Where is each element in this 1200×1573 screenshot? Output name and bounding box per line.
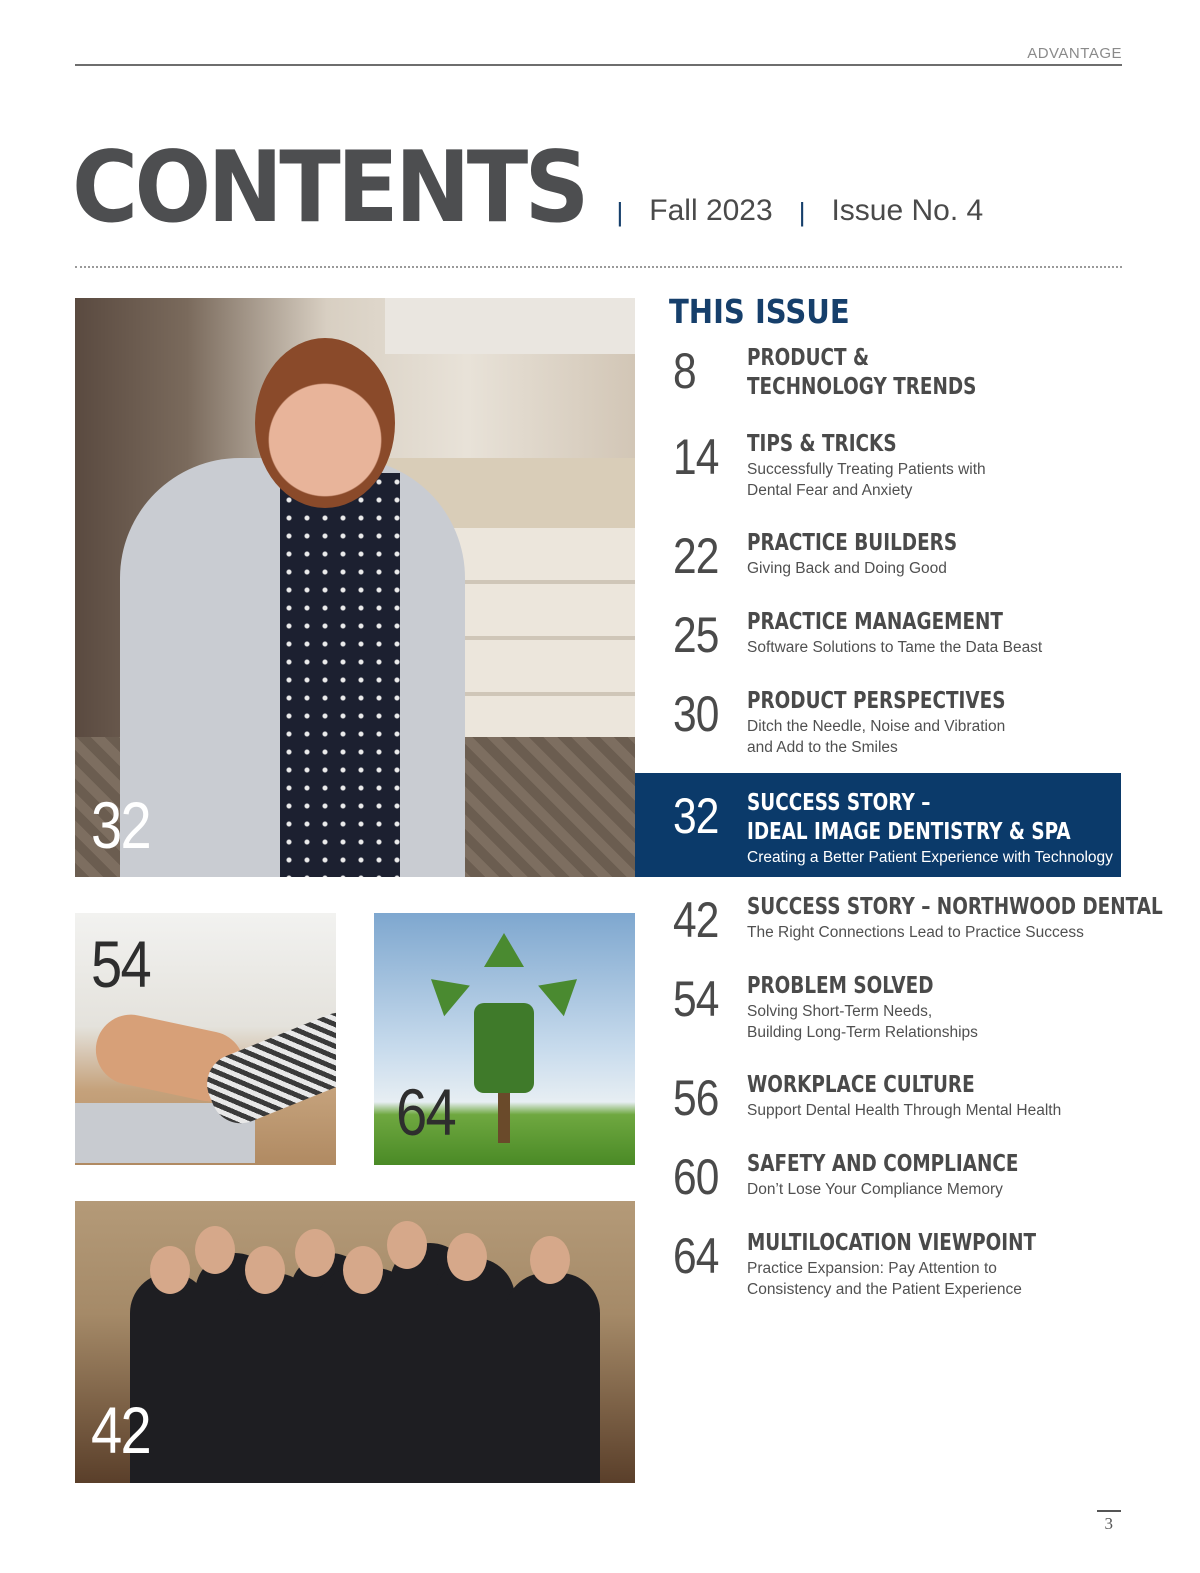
toc-subtitle [747, 460, 1121, 501]
face [447, 1233, 487, 1281]
issue-number: Issue No. 4 [831, 194, 984, 227]
toc-text [747, 789, 1121, 869]
toc-title [747, 687, 1046, 716]
toc-title-line: SUCCESS STORY – NORTHWOOD DENTAL [747, 894, 1163, 920]
toc-page-number: 56 [673, 1070, 719, 1126]
magazine-label: ADVANTAGE [1027, 45, 1122, 62]
toc-subtitle [747, 638, 1121, 659]
person-head [255, 338, 395, 508]
team-photo[interactable] [75, 1201, 635, 1483]
tree-canopy [474, 1003, 534, 1093]
toc-title [747, 430, 1046, 459]
toc-item[interactable] [635, 344, 1121, 414]
team-member [435, 1258, 515, 1483]
separator: | [616, 197, 624, 227]
up-arrow-icon [484, 933, 524, 967]
photo-page-number: 54 [91, 927, 151, 1001]
toc-subtitle [747, 1101, 1121, 1122]
photo-page-number: 32 [91, 788, 151, 862]
toc-subtitle-line: Practice Expansion: Pay Attention to [747, 1260, 997, 1277]
toc-subtitle-line: Creating a Better Patient Experience with Technology [747, 849, 1113, 866]
page-title: CONTENTS [72, 131, 586, 245]
toc-text [747, 529, 1121, 580]
toc-subtitle-line: Building Long-Term Relationships [747, 1023, 978, 1041]
toc-subtitle [747, 717, 1121, 758]
toc-text [747, 1150, 1121, 1201]
toc-item[interactable] [635, 430, 1121, 510]
header-divider [75, 64, 1122, 66]
separator: | [798, 197, 806, 227]
toc-subtitle-line: Dental Fear and Anxiety [747, 481, 913, 499]
issue-meta [617, 194, 1010, 238]
toc-title [747, 1150, 1046, 1179]
face [295, 1229, 335, 1277]
toc-subtitle-line: Don’t Lose Your Compliance Memory [747, 1181, 1003, 1198]
toc-title-line: MULTILOCATION VIEWPOINT [747, 1230, 1037, 1256]
face [150, 1246, 190, 1294]
toc-item[interactable] [635, 1150, 1121, 1210]
title-divider [75, 266, 1122, 268]
toc-text [747, 608, 1121, 659]
team-member [505, 1273, 600, 1483]
toc-text [747, 344, 1121, 402]
toc-page-number: 22 [673, 528, 719, 584]
dress [280, 473, 400, 877]
toc-subtitle [747, 1180, 1121, 1201]
page-number-rule [1097, 1510, 1121, 1512]
toc-title-line: PRODUCT PERSPECTIVES [747, 688, 1006, 714]
toc-title-line: SAFETY AND COMPLIANCE [747, 1151, 1019, 1177]
toc-text [747, 1229, 1121, 1300]
toc-page-number: 42 [673, 892, 719, 948]
toc-item[interactable] [635, 972, 1121, 1052]
toc-subtitle [747, 848, 1121, 869]
toc-title-line: IDEAL IMAGE DENTISTRY & SPA [747, 819, 1071, 845]
toc-subtitle-line: and Add to the Smiles [747, 738, 898, 756]
toc-subtitle [747, 559, 1121, 580]
toc-title [747, 608, 1046, 637]
face [245, 1246, 285, 1294]
toc-text [747, 430, 1121, 501]
toc-text [747, 1071, 1121, 1122]
toc-title [747, 344, 1046, 402]
toc-page-number: 8 [673, 343, 696, 399]
face [530, 1236, 570, 1284]
toc-text [747, 687, 1121, 758]
toc-page-number: 25 [673, 607, 719, 663]
hand-right [198, 1004, 336, 1133]
toc-item[interactable] [635, 1229, 1121, 1309]
toc-page-number: 30 [673, 686, 719, 742]
toc-title [747, 789, 1071, 847]
toc-title-line: SUCCESS STORY – [747, 790, 931, 816]
toc-subtitle-line: Giving Back and Doing Good [747, 560, 947, 577]
face [387, 1221, 427, 1269]
toc-subtitle-line: Consistency and the Patient Experience [747, 1280, 1022, 1298]
title-row [72, 128, 1009, 245]
face [195, 1226, 235, 1274]
handshake-photo[interactable] [75, 913, 336, 1165]
toc-item[interactable] [635, 892, 1163, 953]
toc-title-line: PRACTICE MANAGEMENT [747, 609, 1003, 635]
toc-item[interactable] [635, 608, 1121, 668]
toc-title-line: PROBLEM SOLVED [747, 973, 934, 999]
toc-title [747, 1071, 1046, 1100]
toc-title [747, 893, 1163, 922]
toc-subtitle-line: Successfully Treating Patients with [747, 461, 986, 478]
toc-subtitle-line: Solving Short-Term Needs, [747, 1003, 933, 1020]
photo-page-number: 42 [91, 1393, 151, 1467]
toc-title [747, 972, 1046, 1001]
feature-photo-dentist[interactable] [75, 298, 635, 877]
upper-cabinets [385, 298, 635, 354]
toc-item[interactable] [635, 687, 1121, 767]
toc-subtitle-line: The Right Connections Lead to Practice Success [747, 924, 1084, 941]
toc-subtitle-line: Support Dental Health Through Mental Health [747, 1102, 1062, 1119]
toc-page-number: 14 [673, 429, 719, 485]
toc-page-number: 60 [673, 1149, 719, 1205]
toc-page-number: 64 [673, 1228, 719, 1284]
toc-page-number: 32 [673, 788, 719, 844]
toc-item[interactable] [635, 1071, 1121, 1131]
photo-page-number: 64 [396, 1075, 456, 1149]
arrow-right-icon [538, 964, 590, 1016]
toc-title [747, 529, 1046, 558]
toc-title-line: WORKPLACE CULTURE [747, 1072, 975, 1098]
issue-season: Fall 2023 [649, 194, 773, 227]
toc-page-number: 54 [673, 971, 719, 1027]
toc-item[interactable] [635, 529, 1121, 589]
growth-tree-photo[interactable] [374, 913, 635, 1165]
toc-title [747, 1229, 1046, 1258]
arrow-left-icon [418, 964, 470, 1016]
toc-text [747, 893, 1163, 944]
toc-item-highlighted[interactable] [635, 773, 1121, 877]
toc-title-line: PRACTICE BUILDERS [747, 530, 958, 556]
toc-heading: THIS ISSUE [669, 292, 850, 331]
toc-subtitle [747, 923, 1121, 944]
toc-title-line: TECHNOLOGY TRENDS [747, 374, 977, 400]
toc-subtitle [747, 1259, 1121, 1300]
toc-subtitle-line: Software Solutions to Tame the Data Beast [747, 639, 1043, 656]
page-number: 3 [1104, 1514, 1113, 1533]
face [343, 1246, 383, 1294]
toc-title-line: PRODUCT & [747, 345, 870, 371]
toc-title-line: TIPS & TRICKS [747, 431, 897, 457]
toc-subtitle [747, 1002, 1121, 1043]
toc-subtitle-line: Ditch the Needle, Noise and Vibration [747, 718, 1006, 735]
toc-text [747, 972, 1121, 1043]
